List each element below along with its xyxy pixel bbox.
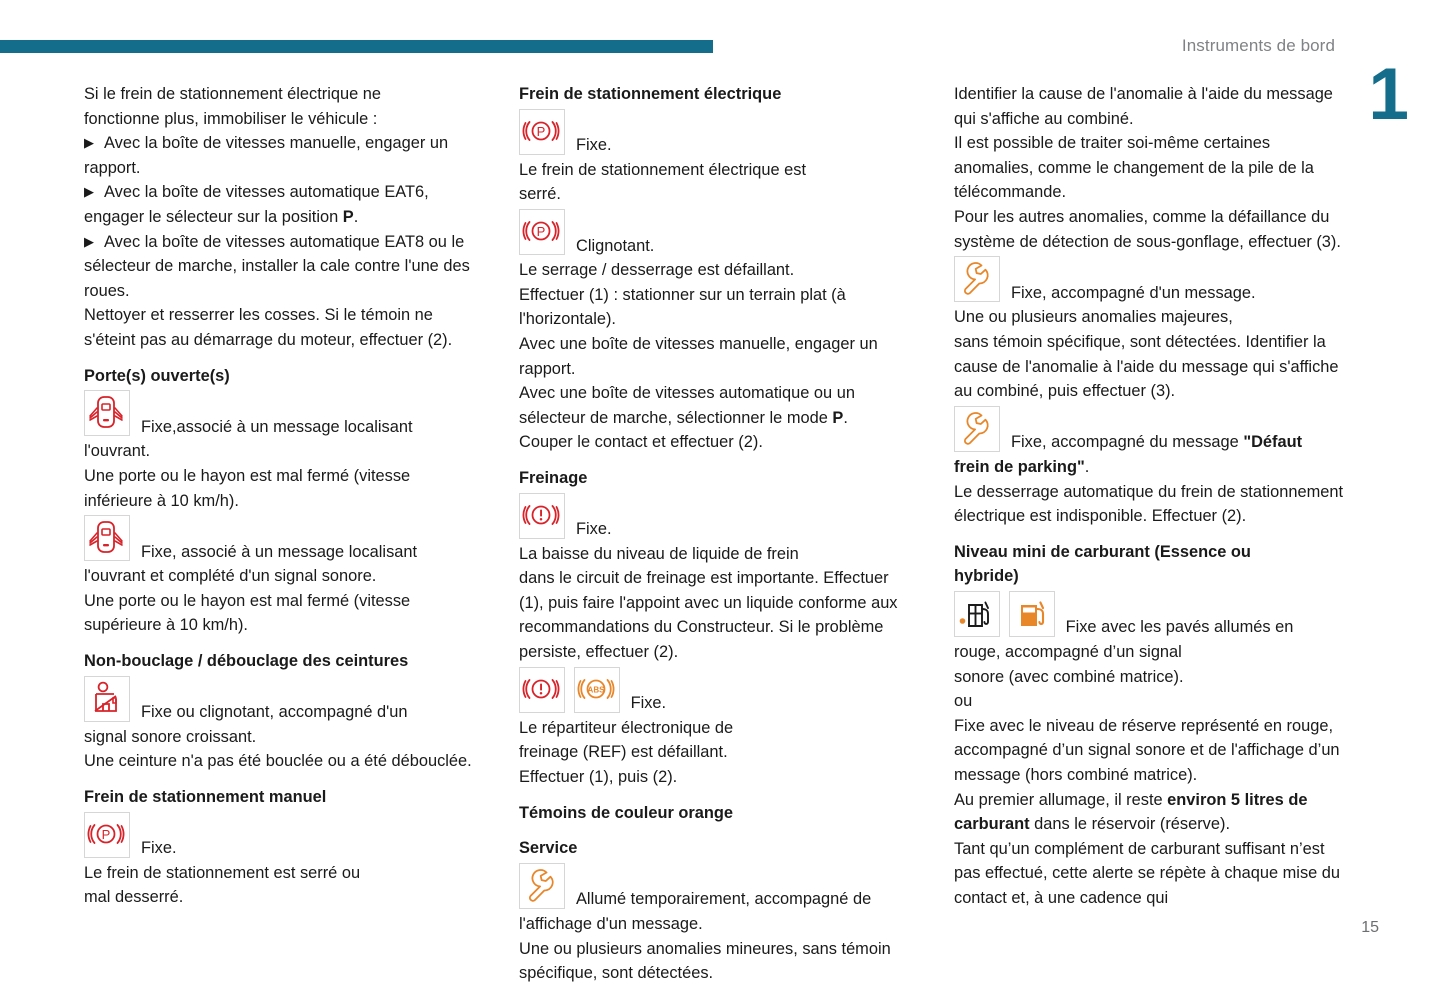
fuel-body-3: Fixe avec le niveau de réserve représenté en rouge, accompagné d’un signal sonore et de l'affichage d’un message (hors combiné matrice). <box>954 716 1340 785</box>
telltale-text <box>84 518 479 589</box>
heading-braking: Freinage <box>519 468 588 487</box>
telltale-text <box>519 866 914 937</box>
heading-doors-open: Porte(s) ouverte(s) <box>84 366 230 385</box>
telltale-text <box>954 409 1349 480</box>
telltale-text <box>519 112 914 183</box>
bullet-text: Avec la boîte de vitesses automatique EAT6, engager le sélecteur sur la position <box>84 183 429 226</box>
door-high-speed-body: Une porte ou le hayon est mal fermé (vitesse supérieure à 10 km/h). <box>84 591 411 635</box>
abs-icon <box>574 667 620 713</box>
page-columns <box>84 82 1354 986</box>
telltale-line-1: Fixe. <box>141 839 177 858</box>
door-open-icon <box>84 390 130 436</box>
fault-line1-bold: "Défaut <box>1243 433 1303 452</box>
telltale-line-2: Une ou plusieurs anomalies majeures, <box>954 308 1233 327</box>
telltale-icons <box>84 676 134 722</box>
telltale-door-open-high-speed <box>84 515 479 589</box>
intro-line-1: Si le frein de stationnement électrique ne <box>84 85 382 103</box>
telltale-icons <box>954 256 1004 302</box>
wrench-icon <box>954 256 1000 302</box>
parking-brake-p-icon <box>84 812 130 858</box>
svg-text:P: P <box>101 826 111 842</box>
fault-line1-pre: Fixe, accompagné du message <box>1011 433 1244 452</box>
heading-service: Service <box>519 839 578 858</box>
telltale-ebd-failure <box>519 667 914 741</box>
fault-line2-post: . <box>1084 457 1090 476</box>
intro-line-2: fonctionne plus, immobiliser le véhicule : <box>84 109 378 128</box>
epb-blinking-body-3 <box>519 381 914 430</box>
fuel-pump-outline-icon <box>954 591 1000 637</box>
brake-fluid-body: dans le circuit de freinage est importante. Effectuer (1), puis faire l'appoint avec un liquide conforme aux recommandations du Constructeur. Si le problème persiste, effectuer (2). <box>519 569 898 662</box>
fuel-body4-bold: environ 5 litres de carburant <box>954 790 1308 834</box>
telltale-line-1: Fixe avec les pavés allumés en <box>1065 618 1294 637</box>
svg-text:P: P <box>536 123 546 139</box>
telltale-line-1: Allumé temporairement, accompagné de <box>576 890 872 909</box>
telltale-line-1: Fixe. <box>630 694 667 713</box>
arrow-icon: ▶ <box>84 135 94 151</box>
column-1 <box>84 82 479 986</box>
telltale-text <box>519 496 914 567</box>
manual-brake-body: mal desserré. <box>84 888 184 907</box>
arrow-icon: ▶ <box>84 184 94 200</box>
telltale-icons <box>84 515 134 561</box>
parking-brake-fault-body: Le desserrage automatique du frein de stationnement électrique est indisponible. Effectuer (2). <box>954 482 1344 526</box>
parking-brake-p-icon <box>519 209 565 255</box>
telltale-epb-blinking <box>519 209 914 283</box>
telltale-icons <box>519 667 624 713</box>
door-low-speed-body: Une porte ou le hayon est mal fermé (vitesse inférieure à 10 km/h). <box>84 466 411 510</box>
telltale-icons <box>954 591 1059 637</box>
telltale-line-2: rouge, accompagné d’un signal <box>954 643 1182 662</box>
brake-warning-icon <box>519 493 565 539</box>
telltale-line-1: Fixe ou clignotant, accompagné d'un <box>141 703 408 722</box>
bullet-item-2 <box>84 180 479 229</box>
telltale-text <box>84 393 479 464</box>
telltale-text <box>84 679 479 750</box>
brake-warning-icon <box>519 667 565 713</box>
arrow-icon: ▶ <box>84 233 94 249</box>
telltale-line-2: l'ouvrant. <box>84 442 150 461</box>
bullet-bold: P <box>342 207 354 226</box>
fuel-body-2: ou <box>954 692 973 711</box>
fuel-title-line-1: Niveau mini de carburant (Essence ou <box>954 542 1251 561</box>
seatbelt-body: Une ceinture n'a pas été bouclée ou a été débouclée. <box>84 752 472 771</box>
telltale-line-1: Fixe, associé à un message localisant <box>141 542 418 561</box>
telltale-line-1: Fixe,associé à un message localisant <box>141 417 413 436</box>
column-3 <box>954 82 1349 986</box>
column-2 <box>519 82 914 986</box>
header-rule <box>0 40 713 53</box>
telltale-seatbelt <box>84 676 479 750</box>
bullet-item-3 <box>84 230 479 304</box>
telltale-line-2: l'ouvrant et complété d'un signal sonore. <box>84 567 377 586</box>
bullet-tail: . <box>353 207 359 226</box>
bullet-text: Avec la boîte de vitesses manuelle, engager un rapport. <box>84 134 449 177</box>
col3-paragraph-3: Pour les autres anomalies, comme la défaillance du système de détection de sous-gonflage, effectuer (3). <box>954 207 1341 251</box>
wrench-icon <box>519 863 565 909</box>
telltale-parking-brake-fault <box>954 406 1349 480</box>
telltale-icons <box>519 863 569 909</box>
telltale-line-1: Fixe, accompagné d'un message. <box>1011 283 1256 302</box>
fuel-title-line-2: hybride) <box>954 567 1019 586</box>
telltale-fuel-reserve <box>954 591 1349 665</box>
telltale-icons <box>519 209 569 255</box>
svg-text:P: P <box>536 223 546 239</box>
epb-blinking-body-2: Avec une boîte de vitesses manuelle, engager un rapport. <box>519 334 878 378</box>
telltale-service-major <box>954 256 1349 330</box>
bullet-text: Avec la boîte de vitesses automatique EAT8 ou le sélecteur de marche, installer la cale contre l'une des roues. <box>84 232 470 300</box>
page-number: 15 <box>1361 919 1379 936</box>
fuel-body-1: sonore (avec combiné matrice). <box>954 667 1184 686</box>
ebd-body-1: freinage (REF) est défaillant. <box>519 743 728 762</box>
fuel-pump-filled-icon <box>1009 591 1055 637</box>
bullet-item-1 <box>84 131 479 180</box>
telltale-service-minor <box>519 863 914 937</box>
col3-paragraph-1: Identifier la cause de l'anomalie à l'aide du message qui s'affiche au combiné. <box>954 85 1333 128</box>
heading-electric-parking-brake: Frein de stationnement électrique <box>519 85 782 103</box>
telltale-icons <box>84 812 134 858</box>
fuel-body-4 <box>954 788 1349 837</box>
epb-body3-post: . <box>843 408 848 427</box>
telltale-text <box>954 259 1349 330</box>
door-open-icon <box>84 515 130 561</box>
ebd-body-2: Effectuer (1), puis (2). <box>519 768 678 787</box>
heading-orange-telltales: Témoins de couleur orange <box>519 803 734 822</box>
parking-brake-p-icon <box>519 109 565 155</box>
fault-line2-bold: frein de parking" <box>954 457 1085 476</box>
chapter-number: 1 <box>1368 54 1409 135</box>
epb-body3-pre: Avec une boîte de vitesses automatique ou un sélecteur de marche, sélectionner le mode <box>519 384 855 427</box>
telltale-text <box>84 815 479 886</box>
telltale-line-2: La baisse du niveau de liquide de frein <box>519 544 799 563</box>
telltale-line-2: Le frein de stationnement électrique est <box>519 160 807 179</box>
telltale-door-open-low-speed <box>84 390 479 464</box>
telltale-line-1: Clignotant. <box>576 236 655 255</box>
epb-blinking-body-4: Couper le contact et effectuer (2). <box>519 433 763 452</box>
page-title: Instruments de bord <box>1181 36 1335 55</box>
fuel-body4-post: dans le réservoir (réserve). <box>1029 815 1231 834</box>
fuel-body-5: Tant qu’un complément de carburant suffisant n’est pas effectué, cette alerte se répète à chaque mise du contact et, à une cadence qui <box>954 839 1341 907</box>
telltale-icons <box>84 390 134 436</box>
telltale-icons <box>954 406 1004 452</box>
telltale-line-1: Fixe. <box>576 520 612 539</box>
telltale-line-2: signal sonore croissant. <box>84 727 257 746</box>
telltale-line-1 <box>954 430 1349 455</box>
telltale-text <box>519 212 914 283</box>
epb-steady-body: serré. <box>519 185 561 204</box>
telltale-icons <box>519 493 569 539</box>
epb-blinking-body-1: Effectuer (1) : stationner sur un terrain plat (à l'horizontale). <box>519 285 846 329</box>
after-bullets-paragraph: Nettoyer et resserrer les cosses. Si le témoin ne s'éteint pas au démarrage du moteur, effectuer (2). <box>84 306 453 349</box>
fuel-body4-pre: Au premier allumage, il reste <box>954 790 1168 809</box>
col3-paragraph-2: Il est possible de traiter soi-même certaines anomalies, comme le changement de la pile de la télécommande. <box>954 134 1314 202</box>
heading-fuel-level <box>954 540 1349 589</box>
telltale-epb-steady <box>519 109 914 183</box>
telltale-line-2: Le répartiteur électronique de <box>519 718 734 737</box>
epb-body3-bold: P <box>832 408 844 427</box>
telltale-line-1: Fixe. <box>576 136 612 155</box>
svg-text:ABS: ABS <box>587 685 605 695</box>
heading-manual-parking-brake: Frein de stationnement manuel <box>84 788 327 807</box>
wrench-icon <box>954 406 1000 452</box>
telltale-line-2: l'affichage d'un message. <box>519 915 703 933</box>
telltale-line-2: Le frein de stationnement est serré ou <box>84 863 361 882</box>
heading-seatbelts: Non-bouclage / débouclage des ceintures <box>84 652 409 671</box>
telltale-line-2 <box>954 455 1349 480</box>
seatbelt-unfastened-icon <box>84 676 130 722</box>
telltale-brake-fluid <box>519 493 914 567</box>
service-minor-body: Une ou plusieurs anomalies mineures, sans témoin spécifique, sont détectées. <box>519 939 891 983</box>
service-major-body: sans témoin spécifique, sont détectées. Identifier la cause de l'anomalie à l'aide du message qui s'affiche au combiné, puis effectuer (3). <box>954 332 1339 401</box>
telltale-line-2: Le serrage / desserrage est défaillant. <box>519 261 795 280</box>
telltale-icons <box>519 109 569 155</box>
telltale-manual-parking-brake <box>84 812 479 886</box>
